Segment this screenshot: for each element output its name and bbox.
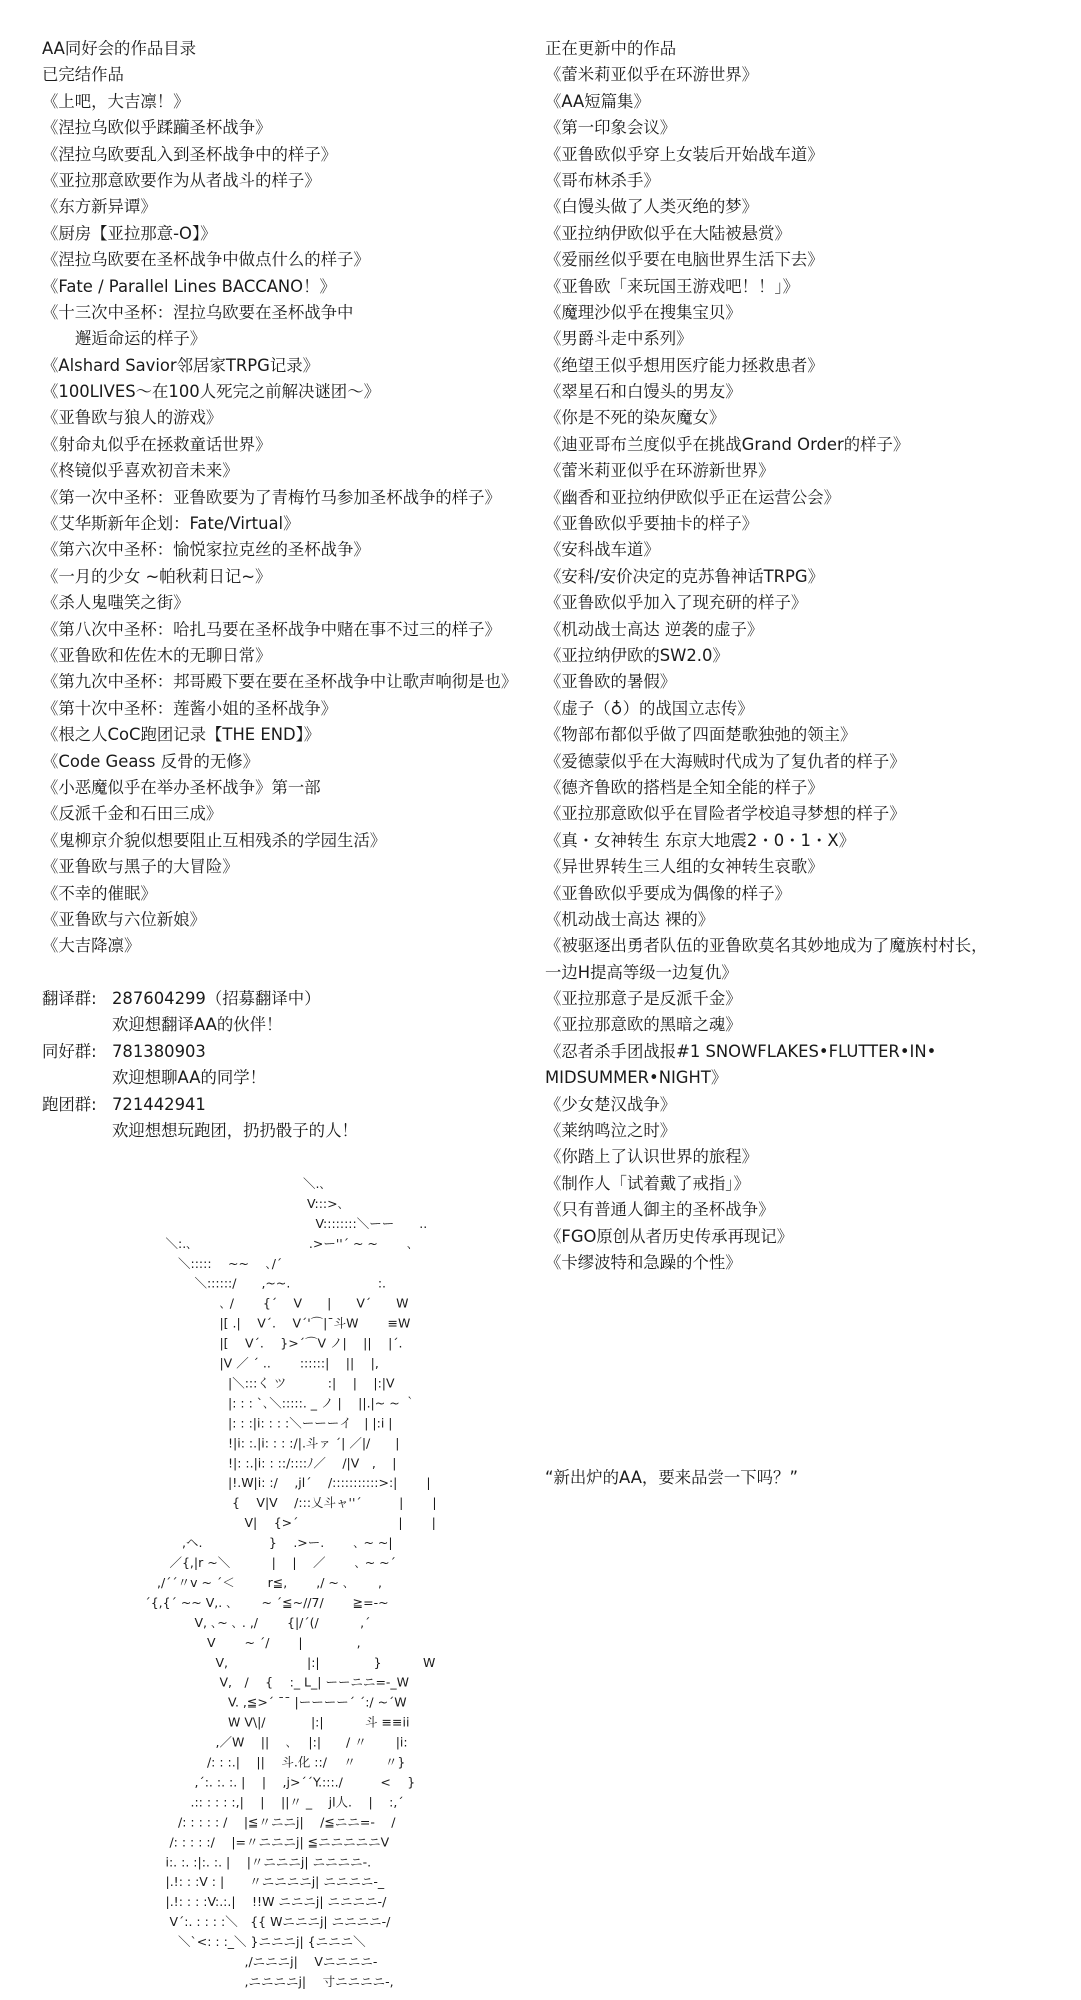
list-item: 《你是不死的染灰魔女》: [545, 408, 726, 428]
list-item: 《只有普通人御主的圣杯战争》: [545, 1200, 775, 1220]
ascii-art-line: ／{,|r ~＼ | | ／ ､ ~ ~´: [128, 1555, 396, 1571]
ascii-art-line: ,ニニニニj| 寸ニニニニ-,: [128, 1974, 394, 1989]
group-label: 同好群:: [42, 1041, 97, 1061]
list-item: 《莱纳鸣泣之时》: [545, 1121, 677, 1141]
list-item-continuation: MIDSUMMER•NIGHT》: [545, 1068, 728, 1088]
list-item: 《亚拉那意欧似乎在冒险者学校追寻梦想的样子》: [545, 804, 906, 824]
ascii-art-line: V, ､~ ､ . ,/ {|/´(/ ,´: [128, 1614, 371, 1630]
group-number: 781380903: [112, 1041, 206, 1061]
ascii-art-line: |[ .| V´. V´'⌒|¯斗W ≡W: [128, 1315, 411, 1331]
ascii-art-line: /: : : : : / |≦〃ニニj| /≦ニニ=- /: [128, 1814, 396, 1830]
list-item: 《涅拉乌欧要乱入到圣杯战争中的样子》: [42, 144, 338, 164]
list-item: 《德齐鲁欧的搭档是全知全能的样子》: [545, 777, 824, 797]
ascii-art-line: !|i: :.|i: : : :/|.斗ァ ´| ／|/ |: [128, 1435, 400, 1451]
updating-section-title: 正在更新中的作品: [545, 39, 677, 58]
list-item: 《真・女神转生 东京大地震2・0・1・X》: [545, 830, 855, 850]
updating-works-list: [545, 62, 1065, 1276]
list-item: 《大吉降凛》: [42, 936, 141, 956]
list-item: 《蕾米莉亚似乎在环游新世界》: [545, 461, 775, 481]
completed-works-list: [42, 89, 542, 960]
ascii-art-line: ´{,{´ ~~ V,. ､ ~ ´≦~//7/ ≧=-~: [128, 1594, 389, 1610]
list-item: 《Alshard Savior邻居家TRPG记录》: [42, 355, 319, 375]
ascii-art-line: V ~ ´/ | ,: [128, 1634, 361, 1650]
list-item: 《被驱逐出勇者队伍的亚鲁欧莫名其妙地成为了魔族村村长，: [545, 936, 988, 956]
list-item: 《第一印象会议》: [545, 118, 677, 138]
list-item: 《亚鲁欧与狼人的游戏》: [42, 408, 223, 428]
list-item: 《第一次中圣杯：亚鲁欧要为了青梅竹马参加圣杯战争的样子》: [42, 487, 501, 507]
ascii-art-line: ＼::::: ~~ ､/´: [128, 1255, 283, 1271]
ascii-art-line: ､ / {´ V | V´ W: [128, 1295, 409, 1311]
list-item: 《不幸的催眠》: [42, 883, 157, 903]
ascii-art-line: W V\|/ |:| 斗 ≡≡ii: [128, 1714, 410, 1730]
ascii-art-line: ,ヘ. } .>ー. ､ ~ ~|: [128, 1535, 393, 1551]
list-item: 《亚拉纳伊欧似乎在大陆被悬赏》: [545, 223, 791, 243]
spacer: [42, 960, 542, 986]
ascii-art-line: ＼`<: : :_＼ }ニニニj| {ニニニ＼: [128, 1934, 366, 1950]
ascii-art-line: |.!: : : :V:.:.| !!W ニニニj| ニニニニ-/: [128, 1894, 387, 1910]
ascii-art-line: V, / { :_ L_| ーーニニ=-_W: [128, 1674, 410, 1690]
ascii-art-line: V::::::::＼ーー ..: [128, 1215, 428, 1231]
ascii-art-line: ＼::::::/ ,~~. :.: [128, 1275, 387, 1291]
group-note: 欢迎想想玩跑团，扔扔骰子的人！: [112, 1121, 358, 1141]
list-item: 《魔理沙似乎在搜集宝贝》: [545, 302, 742, 322]
ascii-art-line: /: : : : :/ |=〃ニニニj| ≦ニニニニニV: [128, 1834, 390, 1850]
list-item: 《第八次中圣杯：哈扎马要在圣杯战争中赌在事不过三的样子》: [42, 619, 501, 639]
list-item: 《幽香和亚拉纳伊欧似乎正在运营公会》: [545, 487, 841, 507]
list-item: 《厨房【亚拉那意-O】》: [42, 223, 217, 243]
list-item: 《亚鲁欧与黑子的大冒险》: [42, 857, 239, 877]
translation-group: [42, 986, 542, 1012]
group-number: 721442941: [112, 1094, 206, 1114]
group-label: 翻译群:: [42, 989, 97, 1009]
ascii-art-line: .:: : : : :,| | ||〃 _ jl人. | :,´: [128, 1794, 404, 1810]
list-item: 《100LIVES～在100人死完之前解决谜团～》: [42, 382, 380, 402]
ascii-art-line: V:::>､: [128, 1195, 344, 1211]
list-item: 《第九次中圣杯：邦哥殿下要在要在圣杯战争中让歌声响彻是也》: [42, 672, 518, 692]
ascii-art-figure: [128, 1172, 488, 1990]
list-item: 《爱德蒙似乎在大海贼时代成为了复仇者的样子》: [545, 751, 906, 771]
list-item: 《小恶魔似乎在举办圣杯战争》第一部: [42, 777, 321, 797]
group-number: 287604299（招募翻译中）: [112, 989, 321, 1009]
group-label: 跑团群:: [42, 1094, 97, 1114]
list-item: 《亚鲁欧与六位新娘》: [42, 909, 206, 929]
list-item: 《涅拉乌欧要在圣杯战争中做点什么的样子》: [42, 250, 370, 270]
list-item: 《亚鲁欧和佐佐木的无聊日常》: [42, 645, 272, 665]
ascii-art-line: i:. :. :|:. :. | |〃ニニニj| ニニニニ-.: [128, 1854, 372, 1870]
ascii-art-line: ,/ニニニj| Vニニニニ-: [128, 1954, 378, 1970]
ascii-art-line: !|: :.|i: : ::/::::ﾉ／ /|V , |: [128, 1455, 397, 1471]
list-item: 《艾华斯新年企划：Fate/Virtual》: [42, 514, 300, 534]
list-item: 《亚鲁欧似乎要抽卡的样子》: [545, 514, 759, 534]
list-item: 《机动战士高达 逆袭的虚子》: [545, 619, 764, 639]
list-item: 《翠星石和白馒头的男友》: [545, 382, 742, 402]
list-item: 《安科/安价决定的克苏鲁神话TRPG》: [545, 566, 824, 586]
list-item: 《亚拉那意欧要作为从者战斗的样子》: [42, 170, 321, 190]
list-item: 《亚鲁欧似乎要成为偶像的样子》: [545, 883, 791, 903]
list-item: 《亚鲁欧似乎加入了现充研的样子》: [545, 593, 808, 613]
list-item: 《忍者杀手团战报#1 SNOWFLAKES•FLUTTER•IN•: [545, 1041, 937, 1061]
ascii-art-line: { V|V /:::乂斗ャ''´ | |: [128, 1495, 437, 1511]
ascii-art-line: ,/´´〃v ~ ´＜ r≦, ,/ ~ ､ ,: [128, 1574, 383, 1590]
list-item: 《迪亚哥布兰度似乎在挑战Grand Order的样子》: [545, 434, 910, 454]
list-item: 《柊镜似乎喜欢初音未来》: [42, 461, 239, 481]
list-item: 《FGO原创从者历史传承再现记》: [545, 1226, 794, 1246]
list-item: 《白馒头做了人类灭绝的梦》: [545, 197, 759, 217]
list-item: 《反派千金和石田三成》: [42, 804, 223, 824]
ascii-art-line: |.!: : :V : | 〃ニニニニj| ニニニニ-_: [128, 1874, 385, 1890]
list-item: 《Code Geass 反骨的无修》: [42, 751, 260, 771]
list-item: 《机动战士高达 裸的》: [545, 909, 715, 929]
list-item-continuation: 一边H提高等级一边复仇》: [545, 962, 738, 982]
ascii-art-line: |: : :|i: : : :＼ーーーイ | |:i |: [128, 1415, 393, 1431]
list-item: 《东方新异谭》: [42, 197, 157, 217]
list-item: 《亚鲁欧「来玩国王游戏吧！！」》: [545, 276, 800, 296]
list-item: 《少女楚汉战争》: [545, 1094, 677, 1114]
list-item: 《绝望王似乎想用医疗能力拯救患者》: [545, 355, 824, 375]
ascii-art-line: |V ／ ´ .. ::::::| || |,: [128, 1355, 379, 1371]
list-item: 《涅拉乌欧似乎蹂躏圣杯战争》: [42, 118, 272, 138]
ascii-art-line: /: : :.| || 斗.化 ::/ 〃 〃}: [128, 1754, 406, 1770]
list-item: 《异世界转生三人组的女神转生哀歌》: [545, 857, 824, 877]
fan-group: [42, 1039, 542, 1065]
list-item: 《一月的少女 ~帕秋莉日记~》: [42, 566, 272, 586]
list-item: 《根之人CoC跑团记录【THE END】》: [42, 725, 321, 745]
list-item: 《亚鲁欧的暑假》: [545, 672, 677, 692]
list-item: 《虚子（♁）的战国立志传》: [545, 698, 754, 718]
list-item: 《十三次中圣杯：涅拉乌欧要在圣杯战争中: [42, 302, 354, 322]
ascii-art-line: |＼:::く ツ :| | |:|V: [128, 1375, 395, 1391]
ascii-art-line: V´:. : : : :＼ {{ Wニニニj| ニニニニ-/: [128, 1914, 391, 1930]
list-item: 《AA短篇集》: [545, 91, 650, 111]
trpg-group: [42, 1092, 542, 1118]
list-item: 《安科战车道》: [545, 540, 660, 560]
list-item: 《男爵斗走中系列》: [545, 329, 693, 349]
group-note: 欢迎想聊AA的同学！: [112, 1068, 267, 1088]
list-item: 《哥布林杀手》: [545, 170, 660, 190]
list-item: 《爱丽丝似乎要在电脑世界生活下去》: [545, 250, 824, 270]
list-item: 《杀人鬼嗤笑之街》: [42, 593, 190, 613]
list-item: 《亚拉那意欧的黑暗之魂》: [545, 1015, 742, 1035]
ascii-art-line: V. ,≦>´ ¯¯ |ーーーー´ ´:/ ~´W: [128, 1694, 407, 1710]
ascii-art-line: V| {>´ | |: [128, 1515, 436, 1531]
list-item: 《亚拉纳伊欧的SW2.0》: [545, 645, 729, 665]
ascii-art-line: ,／W || ､ |:| / 〃 |i:: [128, 1734, 408, 1750]
list-item: 《Fate / Parallel Lines BACCANO！》: [42, 276, 336, 296]
list-item: 《第六次中圣杯：愉悦家拉克丝的圣杯战争》: [42, 540, 370, 560]
list-item: 《制作人「试着戴了戒指」》: [545, 1173, 750, 1193]
catalog-header: AA同好会的作品目录: [42, 39, 197, 58]
ascii-art-line: V, |:| } W: [128, 1654, 436, 1670]
ascii-art-line: ＼.､: [128, 1175, 326, 1191]
list-item-continuation: 邂逅命运的样子》: [75, 329, 207, 349]
group-note: 欢迎想翻译AA的伙伴！: [112, 1015, 283, 1035]
list-item: 《射命丸似乎在拯救童话世界》: [42, 434, 272, 454]
list-item: 《第十次中圣杯：莲酱小姐的圣杯战争》: [42, 698, 338, 718]
ascii-art-line: |!.W|i: :/ ,jl´ /:::::::::::>:| |: [128, 1475, 431, 1491]
speech-caption: “新出炉的AA，要来品尝一下吗？”: [545, 1468, 798, 1487]
ascii-art-line: |: : : `､＼:::::. _ ノ | ||.|~ ~ ｀: [128, 1395, 417, 1411]
group-info: [42, 986, 542, 1144]
completed-section-title: 已完结作品: [42, 65, 124, 85]
ascii-art-line: ＼:.､ .>ー''´ ~ ~ ､: [128, 1235, 414, 1251]
list-item: 《上吧，大吉凛！》: [42, 91, 190, 111]
list-item: 《卡缪波特和急躁的个性》: [545, 1252, 742, 1272]
list-item: 《亚拉那意子是反派千金》: [545, 989, 742, 1009]
list-item: 《你踏上了认识世界的旅程》: [545, 1147, 759, 1167]
list-item: 《蕾米莉亚似乎在环游世界》: [545, 65, 759, 85]
ascii-art-line: |[ V´. }>´⌒V ノ| || |´.: [128, 1335, 403, 1351]
ascii-art-line: ,´:. :. :. | | ,j>´´Y.:::./ < }: [128, 1774, 416, 1790]
updating-works-column: [545, 36, 1065, 1276]
list-item: 《鬼柳京介貌似想要阻止互相残杀的学园生活》: [42, 830, 387, 850]
list-item: 《物部布都似乎做了四面楚歌独弛的领主》: [545, 725, 857, 745]
completed-works-column: [42, 36, 542, 1144]
list-item: 《亚鲁欧似乎穿上女装后开始战车道》: [545, 144, 824, 164]
